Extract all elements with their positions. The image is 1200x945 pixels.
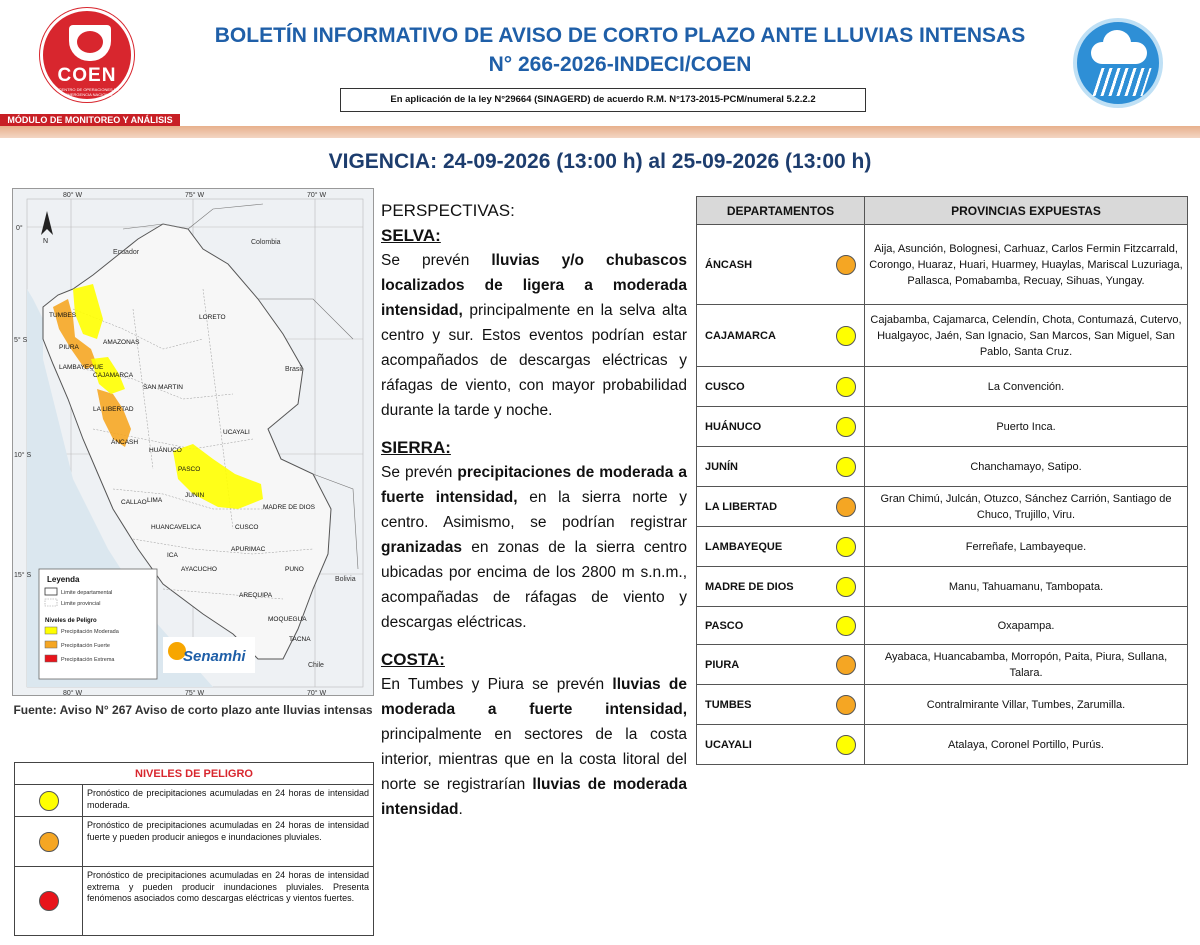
rain-cloud-icon [1073, 18, 1163, 108]
country-label: Brasil [285, 366, 303, 373]
region-label: LAMBAYEQUE [59, 364, 104, 371]
sierra-b2: granizadas [381, 539, 462, 556]
costa-title-text: COSTA: [381, 650, 445, 669]
lon-label: 70° W [307, 690, 327, 697]
col-header-departamentos: DEPARTAMENTOS [697, 197, 865, 225]
selva-text [381, 248, 687, 423]
costa-t2: principalmente en sectores de la costa interior, mientras que en la costa litoral del norte se registrarían [381, 726, 687, 793]
sierra-t2: en la sierra norte y centro. Asimismo, se podrían registrar [381, 489, 687, 531]
costa-t1: En Tumbes y Piura se prevén [381, 676, 613, 693]
costa-t3: . [458, 801, 463, 818]
legend-level: Precipitación Extrema [61, 657, 115, 663]
lon-label: 75° W [185, 192, 205, 199]
selva-title-text: SELVA: [381, 226, 441, 245]
department-cell [697, 567, 865, 607]
vigencia-title: VIGENCIA: 24-09-2026 (13:00 h) al 25-09-2026 (13:00 h) [328, 150, 872, 173]
table-row [697, 527, 1188, 567]
department-cell [697, 447, 865, 487]
yellow-dot-icon [836, 457, 856, 477]
niveles-table [14, 762, 374, 936]
table-row [697, 685, 1188, 725]
header-divider [0, 126, 1200, 138]
department-name: HUÁNUCO [705, 420, 762, 433]
table-row [697, 487, 1188, 527]
department-name: JUNÍN [705, 460, 739, 473]
country-label: Colombia [251, 239, 281, 246]
provinces-cell: Atalaya, Coronel Portillo, Purús. [865, 725, 1188, 765]
department-cell [697, 225, 865, 305]
table-row [697, 407, 1188, 447]
costa-b1: lluvias de moderada a fuerte intensidad, [381, 676, 687, 718]
department-name: CUSCO [705, 380, 745, 393]
provinces-cell: Cajabamba, Cajamarca, Celendín, Chota, Contumazá, Cutervo, Hualgayoc, Jaén, San Ignacio, San Marcos, San Miguel, San Pablo, Santa Cruz. [865, 305, 1188, 367]
provinces-cell: Gran Chimú, Julcán, Otuzco, Sánchez Carrión, Santiago de Chuco, Trujillo, Viru. [865, 487, 1188, 527]
legend-item: Limite departamental [61, 590, 113, 596]
provinces-cell: Puerto Inca. [865, 407, 1188, 447]
yellow-dot-icon [836, 417, 856, 437]
region-label: HUANCAVELICA [151, 524, 202, 531]
region-label: MADRE DE DIOS [263, 504, 316, 511]
legend-level: Precipitación Fuerte [61, 643, 110, 649]
lon-label: 80° W [63, 690, 83, 697]
department-name: TUMBES [705, 698, 752, 711]
sierra-b1: precipitaciones de moderada a fuerte intensidad, [381, 464, 688, 506]
department-name: LA LIBERTAD [705, 500, 778, 513]
provinces-cell: Manu, Tahuamanu, Tambopata. [865, 567, 1188, 607]
region-label: MOQUEGUA [268, 616, 307, 623]
header [0, 0, 1200, 140]
selva-b1: lluvias y/o chubascos localizados de ligera a moderada intensidad, [381, 252, 688, 319]
region-label: AMAZONAS [103, 339, 140, 346]
region-label: ÁNCASH [111, 439, 139, 446]
region-label: CUSCO [235, 524, 259, 531]
region-label: LA LIBERTAD [93, 406, 134, 413]
table-row [697, 447, 1188, 487]
senamhi-logo [163, 637, 255, 673]
yellow-dot-icon [836, 735, 856, 755]
departments-table [696, 196, 1188, 765]
department-name: LAMBAYEQUE [705, 540, 783, 553]
sierra-title-text: SIERRA: [381, 438, 451, 457]
provinces-cell: Ferreñafe, Lambayeque. [865, 527, 1188, 567]
region-label: AREQUIPA [239, 592, 273, 599]
yellow-dot-icon [836, 616, 856, 636]
country-label: Bolivia [335, 576, 356, 583]
orange-dot-icon [836, 655, 856, 675]
niveles-title: NIVELES DE PELIGRO [15, 763, 373, 785]
ley-notice: En aplicación de la ley N°29664 (SINAGERD) de acuerdo R.M. N°173-2015-PCM/numeral 5.2.2.2 [340, 88, 866, 112]
region-label: CAJAMARCA [93, 372, 134, 379]
department-name: CAJAMARCA [705, 329, 776, 342]
module-label: MÓDULO DE MONITOREO Y ANÁLISIS [0, 114, 180, 127]
sierra-t1: Se prevén [381, 464, 458, 481]
costa-b2: lluvias de moderada intensidad [381, 776, 688, 818]
nivel-text: Pronóstico de precipitaciones acumuladas en 24 horas de intensidad extrema y pueden producir inundaciones pluviales. Presenta fenómenos asociados como descargas eléctricas y vientos fuertes. [87, 870, 369, 903]
department-cell [697, 645, 865, 685]
bulletin-title: BOLETÍN INFORMATIVO DE AVISO DE CORTO PLAZO ANTE LLUVIAS INTENSAS [214, 24, 1026, 47]
legend-level: Precipitación Moderada [61, 629, 119, 635]
yellow-dot-icon [39, 791, 59, 811]
provinces-cell: Contralmirante Villar, Tumbes, Zarumilla. [865, 685, 1188, 725]
region-label: JUNIN [185, 492, 205, 499]
department-cell [697, 305, 865, 367]
lat-label: 10° S [14, 452, 32, 459]
country-label: Ecuador [113, 249, 140, 256]
provinces-cell: Oxapampa. [865, 607, 1188, 645]
cloud-icon [1091, 42, 1147, 64]
country-label: Chile [308, 662, 324, 669]
department-cell [697, 487, 865, 527]
table-row [697, 567, 1188, 607]
logo-subtext: CENTRO DE OPERACIONES DE EMERGENCIA NACIONAL [58, 87, 120, 97]
peru-map [12, 188, 374, 696]
region-label: HUÁNUCO [149, 447, 182, 454]
col-header-provincias: PROVINCIAS EXPUESTAS [865, 197, 1188, 225]
yellow-dot-icon [836, 577, 856, 597]
rain-drops-icon [1092, 68, 1151, 96]
lon-label: 80° W [63, 192, 83, 199]
perspectivas-title: PERSPECTIVAS: [381, 201, 515, 220]
region-label: APURIMAC [231, 546, 266, 553]
region-label: SAN MARTIN [143, 384, 183, 391]
map-legend [39, 569, 157, 679]
table-row [697, 367, 1188, 407]
selva-title [381, 223, 687, 248]
costa-text [381, 672, 687, 822]
department-name: PIURA [705, 658, 740, 671]
table-row [697, 225, 1188, 305]
orange-dot-icon [836, 497, 856, 517]
nivel-row [15, 785, 373, 817]
nivel-row [15, 867, 373, 935]
region-label: PIURA [59, 344, 79, 351]
selva-t2: principalmente en la selva alta centro y sur. Estos eventos podrían estar acompañados de descargas eléctricas y ráfagas de viento, con mayor probabilidad durante la tarde y noche. [381, 302, 687, 419]
region-label: PASCO [178, 466, 201, 473]
provinces-cell: Chanchamayo, Satipo. [865, 447, 1188, 487]
perspectivas [381, 198, 687, 822]
region-label: LIMA [147, 497, 163, 504]
region-label: AYACUCHO [181, 566, 217, 573]
yellow-dot-icon [836, 537, 856, 557]
sierra-text [381, 460, 687, 635]
provinces-cell: Ayabaca, Huancabamba, Morropón, Paita, Piura, Sullana, Talara. [865, 645, 1188, 685]
svg-text:N: N [43, 238, 49, 245]
sierra-title [381, 435, 687, 460]
shield-icon [69, 25, 111, 61]
lon-label: 70° W [307, 192, 327, 199]
department-name: PASCO [705, 619, 744, 632]
department-cell [697, 527, 865, 567]
region-label: LORETO [199, 314, 226, 321]
region-label: PUNO [285, 566, 304, 573]
department-cell [697, 685, 865, 725]
region-label: UCAYALI [223, 429, 250, 436]
costa-title [381, 647, 687, 672]
region-label: TUMBES [49, 312, 77, 319]
department-cell [697, 407, 865, 447]
map-source: Fuente: Aviso N° 267 Aviso de corto plazo ante lluvias intensas [13, 703, 373, 717]
map-svg [13, 189, 374, 696]
table-row [697, 725, 1188, 765]
department-name: ÁNCASH [705, 258, 753, 271]
orange-dot-icon [836, 695, 856, 715]
provinces-cell: Aija, Asunción, Bolognesi, Carhuaz, Carlos Fermin Fitzcarrald, Corongo, Huaraz, Huari, Huarmey, Huaylas, Mariscal Luzuriaga, Pallasca, Pomabamba, Recuay, Sihuas, Yungay. [865, 225, 1188, 305]
department-cell [697, 607, 865, 645]
sierra-t3: en zonas de la sierra centro ubicadas por encima de los 2800 m s.n.m., acompañadas de ráfagas de viento y descargas eléctricas. [381, 539, 687, 631]
orange-dot-icon [39, 832, 59, 852]
selva-t1: Se prevén [381, 252, 492, 269]
lat-label: 0° [16, 225, 23, 232]
yellow-dot-icon [836, 377, 856, 397]
region-label: ICA [167, 552, 178, 559]
table-row [697, 305, 1188, 367]
table-body [697, 225, 1188, 765]
nivel-text: Pronóstico de precipitaciones acumuladas en 24 horas de intensidad moderada. [87, 788, 369, 810]
legend-item: Limite provincial [61, 601, 101, 607]
department-cell [697, 367, 865, 407]
nivel-text: Pronóstico de precipitaciones acumuladas en 24 horas de intensidad fuerte y pueden producir aniegos e inundaciones pluviales. [87, 820, 369, 842]
orange-dot-icon [836, 255, 856, 275]
region-label: TACNA [289, 636, 311, 643]
table-row [697, 607, 1188, 645]
nivel-row [15, 817, 373, 867]
provinces-cell: La Convención. [865, 367, 1188, 407]
bulletin-number: N° 266-2026-INDECI/COEN [488, 53, 752, 76]
table-row [697, 645, 1188, 685]
yellow-dot-icon [836, 326, 856, 346]
legend-title: Leyenda [47, 575, 80, 584]
lat-label: 15° S [14, 572, 32, 579]
department-cell [697, 725, 865, 765]
region-label: CALLAO [121, 499, 147, 506]
legend-levels-title: Niveles de Peligro [45, 618, 97, 624]
lat-label: 5° S [14, 337, 28, 344]
coen-logo [40, 8, 134, 102]
department-name: MADRE DE DIOS [705, 580, 794, 593]
red-dot-icon [39, 891, 59, 911]
department-name: UCAYALI [705, 738, 752, 751]
logo-text: COEN [57, 65, 117, 86]
perspectivas-title-text: PERSPECTIVAS [381, 201, 511, 220]
lon-label: 75° W [185, 690, 205, 697]
senamhi-text: Senamhi [183, 648, 246, 665]
